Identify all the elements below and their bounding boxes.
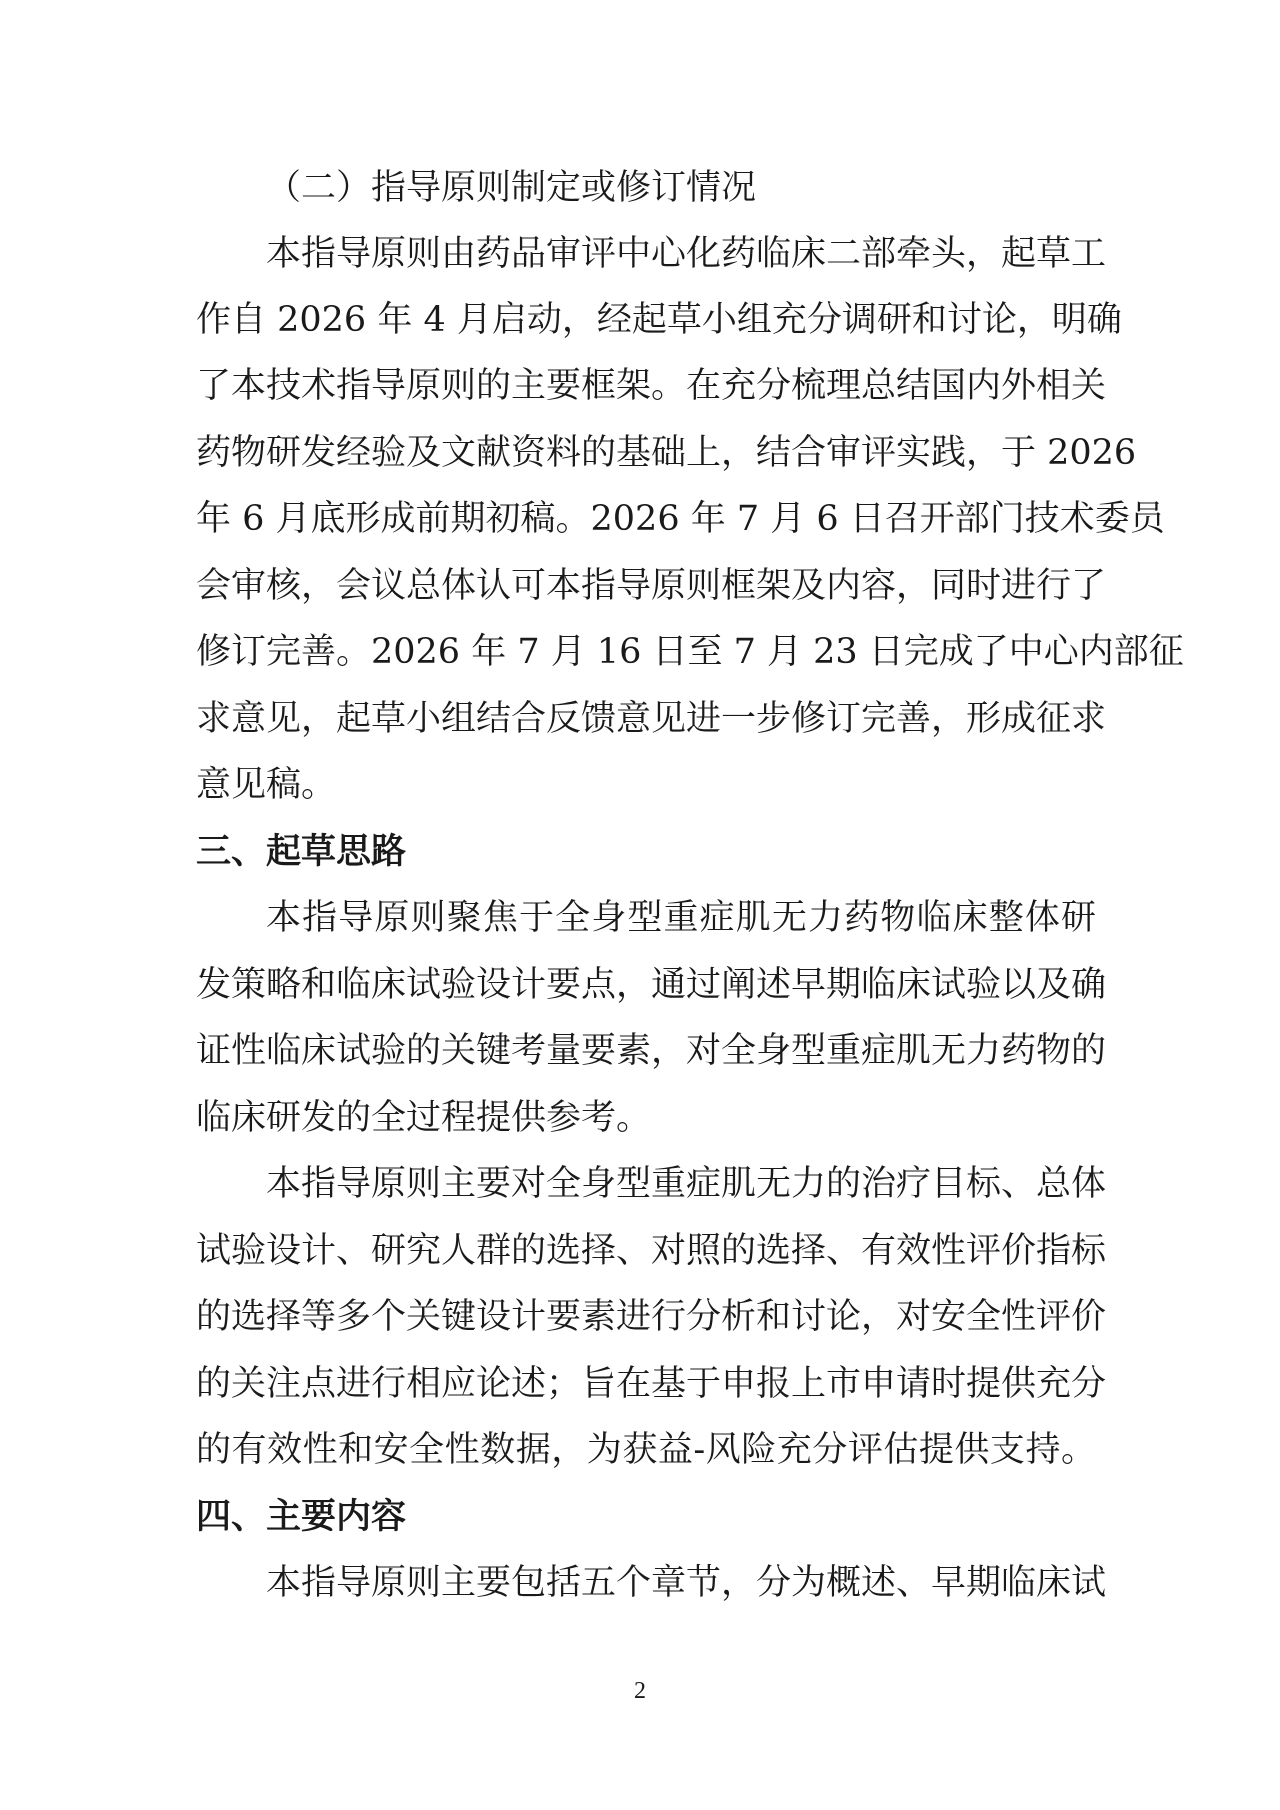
paragraph-line: 临床研发的全过程提供参考。	[196, 1098, 652, 1138]
paragraph-line: 修订完善。2026 年 7 月 16 日至 7 月 23 日完成了中心内部征	[196, 632, 1184, 672]
paragraph-line: 会审核，会议总体认可本指导原则框架及内容，同时进行了	[196, 566, 1107, 606]
section-heading: 四、主要内容	[196, 1497, 407, 1537]
paragraph-line: 年 6 月底形成前期初稿。2026 年 7 月 6 日召开部门技术委员	[196, 499, 1165, 539]
paragraph-line: 的关注点进行相应论述；旨在基于申报上市申请时提供充分	[196, 1364, 1107, 1404]
paragraph-line: 试验设计、研究人群的选择、对照的选择、有效性评价指标	[196, 1231, 1107, 1271]
paragraph-line: 了本技术指导原则的主要框架。在充分梳理总结国内外相关	[196, 366, 1107, 406]
paragraph-line: 作自 2026 年 4 月启动，经起草小组充分调研和讨论，明确	[196, 300, 1122, 340]
paragraph-line: 的有效性和安全性数据，为获益-风险充分评估提供支持。	[196, 1430, 1096, 1470]
paragraph-line: 本指导原则聚焦于全身型重症肌无力药物临床整体研	[266, 898, 1096, 938]
paragraph-line: 发策略和临床试验设计要点，通过阐述早期临床试验以及确	[196, 965, 1107, 1005]
section-subheading: （二）指导原则制定或修订情况	[266, 168, 757, 208]
section-heading: 三、起草思路	[196, 832, 407, 872]
paragraph-line: 的选择等多个关键设计要素进行分析和讨论，对安全性评价	[196, 1297, 1107, 1337]
paragraph-line: 求意见，起草小组结合反馈意见进一步修订完善，形成征求	[196, 699, 1107, 739]
paragraph-line: 证性临床试验的关键考量要素，对全身型重症肌无力药物的	[196, 1031, 1107, 1071]
paragraph-line: 本指导原则主要包括五个章节，分为概述、早期临床试	[266, 1563, 1107, 1603]
paragraph-line: 本指导原则由药品审评中心化药临床二部牵头，起草工	[266, 234, 1107, 274]
paragraph-line: 药物研发经验及文献资料的基础上，结合审评实践，于 2026	[196, 433, 1137, 473]
paragraph-line: 本指导原则主要对全身型重症肌无力的治疗目标、总体	[266, 1164, 1107, 1204]
page-number: 2	[634, 1678, 646, 1704]
paragraph-line: 意见稿。	[196, 765, 337, 805]
